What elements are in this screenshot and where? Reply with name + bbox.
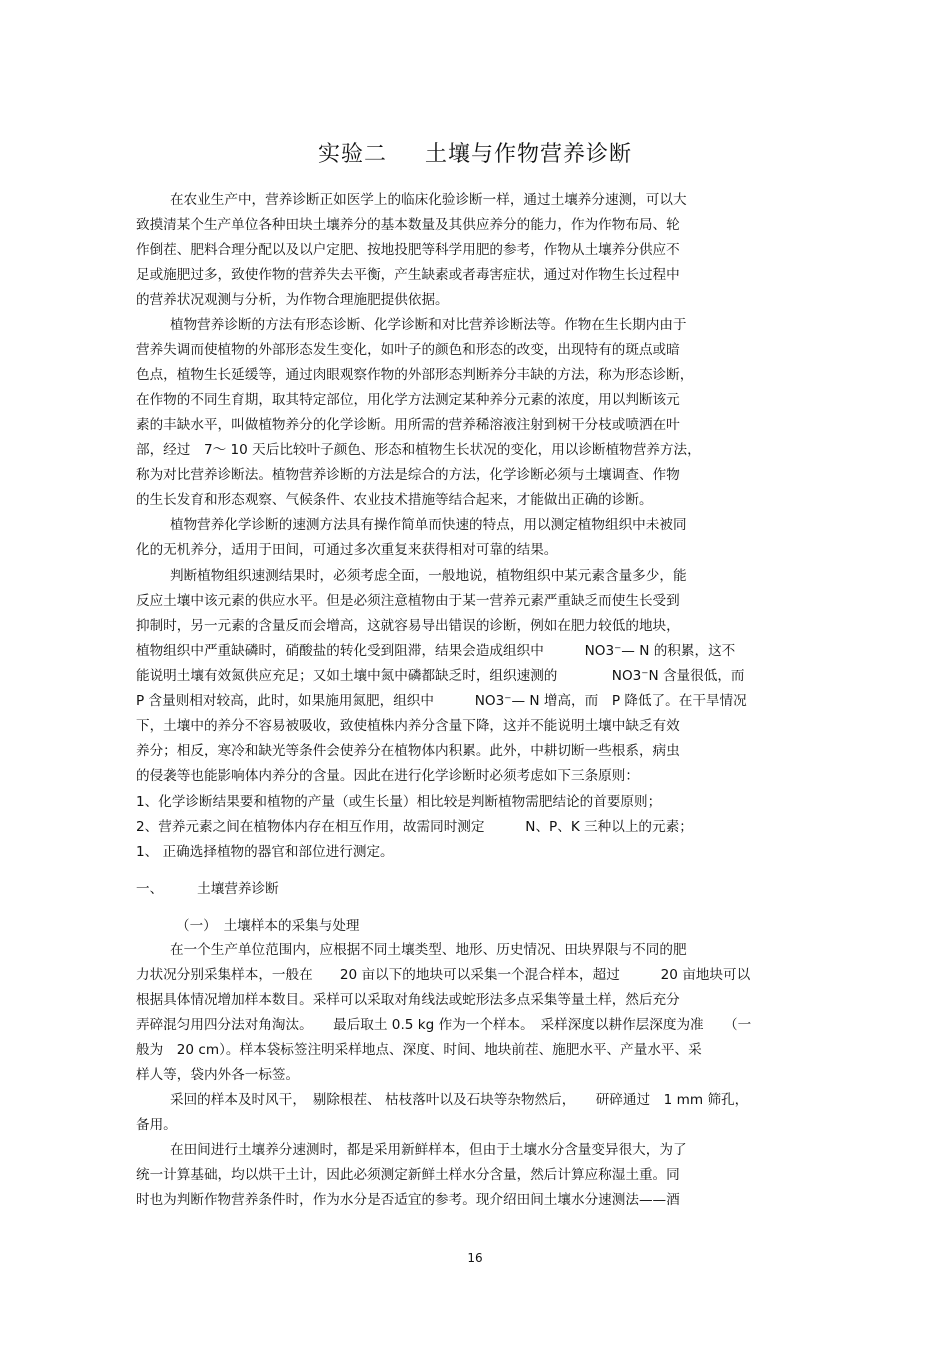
text-line: P 含量则相对较高，此时，如果施用氮肥，组织中 NO3⁻— N 增高，而 P 降低了。在干旱情况	[136, 693, 747, 709]
title-part-2: 土壤与作物营养诊断	[425, 142, 633, 167]
text-line: 下，土壤中的养分不容易被吸收，致使植株内养分含量下降，这并不能说明土壤中缺乏有效	[136, 718, 680, 734]
text-line: 时也为判断作物营养条件时，作为水分是否适宜的参考。现介绍田间土壤水分速测法——酒	[136, 1192, 680, 1208]
text-line: 样人等，袋内外各一标签。	[136, 1067, 300, 1083]
text-line: 在作物的不同生育期，取其特定部位，用化学方法测定某种养分元素的浓度，用以判断该元	[136, 392, 680, 408]
text-line: 根据具体情况增加样本数目。采样可以采取对角线法或蛇形法多点采集等量土样，然后充分	[136, 992, 680, 1008]
text-line: 植物营养诊断的方法有形态诊断、化学诊断和对比营养诊断法等。作物在生长期内由于	[170, 317, 687, 333]
text-line: 化的无机养分，适用于田间，可通过多次重复来获得相对可靠的结果。	[136, 542, 558, 558]
text-line: 营养失调而使植物的外部形态发生变化，如叶子的颜色和形态的改变，出现特有的斑点或暗	[136, 342, 680, 358]
list-item: 2、营养元素之间在植物体内存在相互作用，故需同时测定 N、P、K 三种以上的元素；	[136, 819, 693, 835]
text-line: 力状况分别采集样本，一般在 20 亩以下的地块可以采集一个混合样本，超过 20 亩地块可以	[136, 967, 751, 983]
text-line: 素的丰缺水平，叫做植物养分的化学诊断。用所需的营养稀溶液注射到树干分枝或喷洒在叶	[136, 417, 680, 433]
text-line: 植物组织中严重缺磷时，硝酸盐的转化受到阻滞，结果会造成组织中 NO3⁻— N 的积累，这不	[136, 643, 736, 659]
text-line: 备用。	[136, 1117, 177, 1133]
text-line: 色点，植物生长延缓等，通过肉眼观察作物的外部形态判断养分丰缺的方法，称为形态诊断，	[136, 367, 694, 383]
list-item: 1、 正确选择植物的器官和部位进行测定。	[136, 844, 394, 860]
subsection-heading: （一） 土壤样本的采集与处理	[176, 918, 360, 934]
page-number: 16	[467, 1251, 483, 1265]
text-line: 养分；相反，寒冷和缺光等条件会使养分在植物体内积累。此外，中耕切断一些根系，病虫	[136, 743, 680, 759]
text-line: 致摸清某个生产单位各种田块土壤养分的基本数量及其供应养分的能力，作为作物布局、轮	[136, 217, 680, 233]
text-line: 抑制时，另一元素的含量反而会增高，这就容易导出错误的诊断，例如在肥力较低的地块，	[136, 618, 680, 634]
text-line: 采回的样本及时风干， 剔除根茬、 枯枝落叶以及石块等杂物然后， 研碎通过 1 mm 筛孔，	[170, 1092, 749, 1108]
text-line: 的生长发育和形态观察、气候条件、农业技术措施等结合起来，才能做出正确的诊断。	[136, 492, 653, 508]
text-line: 植物营养化学诊断的速测方法具有操作简单而快速的特点，用以测定植物组织中未被同	[170, 517, 687, 533]
list-item: 1、化学诊断结果要和植物的产量（或生长量）相比较是判断植物需肥结论的首要原则；	[136, 794, 662, 810]
title-part-1: 实验二	[317, 142, 387, 167]
text-line: 般为 20 cm）。样本袋标签注明采样地点、深度、时间、地块前茬、施肥水平、产量水平、采	[136, 1042, 702, 1058]
text-line: 能说明土壤有效氮供应充足；又如土壤中氮中磷都缺乏时，组织速测的 NO3⁻N 含量很低，而	[136, 668, 745, 684]
text-line: 判断植物组织速测结果时，必须考虑全面，一般地说，植物组织中某元素含量多少，能	[170, 568, 687, 584]
text-line: 足或施肥过多，致使作物的营养失去平衡，产生缺素或者毒害症状，通过对作物生长过程中	[136, 267, 680, 283]
text-line: 在田间进行土壤养分速测时，都是采用新鲜样本，但由于土壤水分含量变异很大，为了	[170, 1142, 687, 1158]
text-line: 的营养状况观测与分析，为作物合理施肥提供依据。	[136, 292, 449, 308]
section-heading: 一、 土壤营养诊断	[136, 881, 279, 897]
text-line: 统一计算基础，均以烘干土计，因此必须测定新鲜土样水分含量，然后计算应称湿土重。同	[136, 1167, 680, 1183]
text-line: 弄碎混匀用四分法对角淘汰。 最后取土 0.5 kg 作为一个样本。 采样深度以耕作层深度为准 （一	[136, 1017, 752, 1033]
text-line: 的侵袭等也能影响体内养分的含量。因此在进行化学诊断时必须考虑如下三条原则：	[136, 768, 639, 784]
text-line: 反应土壤中该元素的供应水平。但是必须注意植物由于某一营养元素严重缺乏而使生长受到	[136, 593, 680, 609]
text-line: 作倒茬、肥料合理分配以及以户定肥、按地投肥等科学用肥的参考，作物从土壤养分供应不	[136, 242, 680, 258]
text-line: 部，经过 7～ 10 天后比较叶子颜色、形态和植物生长状况的变化，用以诊断植物营养方法，	[136, 442, 701, 458]
text-line: 称为对比营养诊断法。植物营养诊断的方法是综合的方法，化学诊断必须与土壤调查、作物	[136, 467, 680, 483]
page-title	[0, 137, 950, 168]
text-line: 在农业生产中，营养诊断正如医学上的临床化验诊断一样，通过土壤养分速测，可以大	[170, 192, 687, 208]
text-line: 在一个生产单位范围内，应根据不同土壤类型、地形、历史情况、田块界限与不同的肥	[170, 942, 687, 958]
